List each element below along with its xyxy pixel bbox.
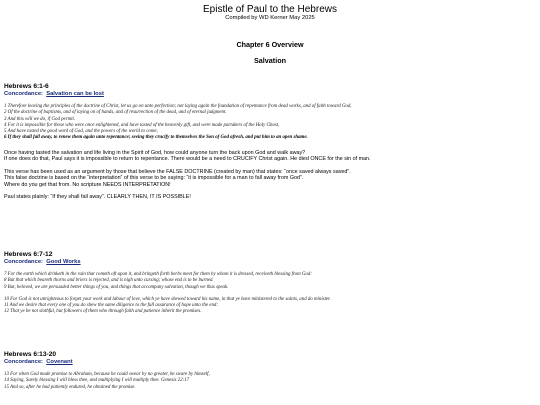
concordance-line xyxy=(4,91,536,98)
section-heading: Hebrews 6:1-6 xyxy=(4,83,49,90)
concordance-label: Concordance: xyxy=(4,91,43,97)
document-title: Epistle of Paul to the Hebrews xyxy=(203,4,337,15)
section-heading: Hebrews 6:13-20 xyxy=(4,351,57,358)
commentary-line: Once having tasted the salvation and life living in the Spirit of God, how could anyone turn the back upon God and walk away? xyxy=(4,149,306,156)
section-hebrews-6-1-6 xyxy=(4,83,536,201)
concordance-link-good-works[interactable]: Good Works xyxy=(46,259,81,265)
document-subtitle: Compiled by WD Kerner May 2025 xyxy=(225,15,315,21)
verse-line: 5 And have tasted the good word of God, and the powers of the world to come, xyxy=(4,129,158,135)
concordance-line xyxy=(4,259,536,266)
concordance-link-covenant[interactable]: Covenant xyxy=(46,359,73,365)
commentary-line: This verse has been used as an argument by those that believe the FALSE DOCTRINE (created by man) that states: “once saved always saved”. xyxy=(4,168,351,175)
commentary-line: This false doctrine is based on the “interpretation” of this verse to be saying: “it is impossible for a man to fall away from God”. xyxy=(4,175,304,182)
verse-line: 9 But, beloved, we are persuaded better things of you, and things that accompany salvation, though we thus speak. xyxy=(4,284,229,290)
verse-line: 7 For the earth which drinketh in the rain that cometh oft upon it, and bringeth forth herbs meet for them by whom it is dressed, receiveth blessing from God: xyxy=(4,272,312,277)
verse-line: 13 For when God made promise to Abraham, because he could swear by no greater, he sware by himself, xyxy=(4,372,210,377)
verse-line: 8 But that which beareth thorns and briers is rejected, and is nigh unto cursing; whose end is to be burned. xyxy=(4,278,214,284)
verse-line: 3 And this will we do, if God permit. xyxy=(4,116,76,122)
commentary-line: Where do you get that from. No scripture NEEDS INTERPRETATION! xyxy=(4,181,171,188)
verse-line: 6 If they shall fall away, to renew them again unto repentance; seeing they crucify to themselves the Son of God afresh, and put him to an open shame. xyxy=(4,135,308,141)
chapter-heading: Chapter 6 Overview xyxy=(236,40,304,49)
concordance-label: Concordance: xyxy=(4,259,43,265)
concordance-line xyxy=(4,359,536,366)
verse-line: 2 Of the doctrine of baptisms, and of laying on of hands, and of resurrection of the dead, and of eternal judgment. xyxy=(4,110,227,116)
section-heading: Hebrews 6:7-12 xyxy=(4,251,53,258)
section-hebrews-6-7-12 xyxy=(4,251,536,316)
concordance-link-salvation[interactable]: Salvation can be lost xyxy=(46,91,104,97)
commentary-line: If one does do that, Paul says it is impossible to return to repentance. There would be a need to CRUCIFY Christ again. He died ONCE for the sin of man. xyxy=(4,156,371,163)
verse-line: 14 Saying, Surely blessing I will bless thee, and multiplying I will multiply thee. Genesis 22:17 xyxy=(4,378,190,384)
verse-line: 1 Therefore leaving the principles of the doctrine of Christ, let us go on unto perfection; not laying again the foundation of repentance from dead works, and of faith toward God, xyxy=(4,104,352,109)
section-hebrews-6-13-20 xyxy=(4,351,536,391)
verse-line: 11 And we desire that every one of you do shew the same diligence to the full assurance of hope unto the end: xyxy=(4,303,218,309)
verse-line: 10 For God is not unrighteous to forget your work and labour of love, which ye have shewed toward his name, in that ye have ministered to the saints, and do minister. xyxy=(4,296,331,302)
subject-heading: Salvation xyxy=(254,56,286,65)
concordance-label: Concordance: xyxy=(4,359,43,365)
verse-line: 12 That ye be not slothful, but followers of them who through faith and patience inherit the promises. xyxy=(4,309,202,315)
commentary-line: Paul states plainly: “If they shall fall away”. CLEARLY THEN, IT IS POSSIBLE! xyxy=(4,194,191,201)
verse-line: 4 For it is impossible for those who were once enlightened, and have tasted of the heavenly gift, and were made partakers of the Holy Ghost, xyxy=(4,122,280,128)
verse-line: 15 And so, after he had patiently endured, he obtained the promise. xyxy=(4,384,136,390)
